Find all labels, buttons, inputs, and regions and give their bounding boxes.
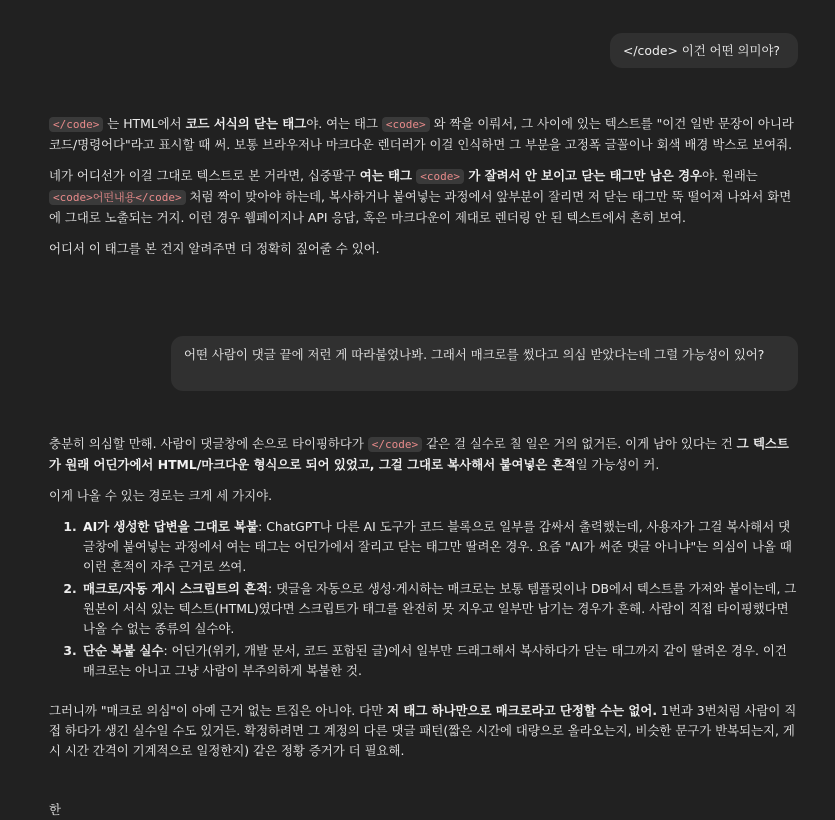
assistant-2-intro-2	[49, 486, 799, 506]
user-message-2-text: 어떤 사람이 댓글 끝에 저런 게 따라붙었나봐. 그래서 매크로를 썼다고 의심 받았다는데 그럴 가능성이 있어?	[184, 347, 765, 362]
bold-text: 코드 서식의 닫는 태그	[185, 116, 307, 131]
text-run: 네가 어디선가 이걸 그대로 텍스트로 본 거라면, 십중팔구	[49, 168, 360, 183]
text-run: : 어딘가(위키, 개발 문서, 코드 포함된 글)에서 일부만 드래그해서 복사하다가 닫는 태그까지 같이 딸려온 경우. 이건 매크로는 아니고 그냥 사람이 부주의하게 복붙한 것.	[83, 643, 787, 678]
text-run: 야. 원래는	[702, 168, 758, 183]
assistant-message-1	[49, 114, 799, 270]
text-run: 처럼 짝이 맞아야 하는데, 복사하거나 붙여넣는 과정에서 앞부분이 잘리면 저 닫는 태그만 뚝 떨어져 나와서 화면에 그대로 노출되는 거지. 이런 경우 웹페이지나 API 응답, 혹은 마크다운이 제대로 렌더링 안 된 텍스트에서 흔히 보여.	[49, 189, 792, 225]
inline-code: </code>	[49, 117, 103, 132]
assistant-2-conclusion	[49, 701, 799, 761]
inline-code: <code>	[416, 169, 464, 184]
text-run: 는 HTML에서	[103, 116, 186, 131]
list-item-1	[81, 517, 799, 577]
text-run: : ChatGPT나 다른 AI 도구가 코드 블록으로 일부를 감싸서 출력했는데, 사용자가 그걸 복사해서 댓글창에 붙여넣는 과정에서 여는 태그는 어딘가에서 잘리고 닫는 태그만 딸려온 경우. 요즘 "AI가 써준 댓글 아니냐"는 의심이 나올 때 이런 흔적이 자주 근거로 쓰여.	[83, 519, 792, 574]
bold-text: 그 텍스트가 원래 어딘가에서 HTML/마크다운 형식으로 되어 있었고, 그걸 그대로 복사해서 붙여넣은 흔적	[49, 436, 789, 472]
next-message-fragment: 한	[49, 802, 61, 817]
inline-code: </code>	[368, 437, 422, 452]
bold-text: 저 태그 하나만으로 매크로라고 단정할 수는 없어.	[387, 703, 658, 718]
text-run: 어디서 이 태그를 본 건지 알려주면 더 정확히 짚어줄 수 있어.	[49, 241, 380, 256]
bold-text: 매크로/자동 게시 스크립트의 흔적	[83, 581, 269, 596]
text-run: 그러니까 "매크로 의심"이 아예 근거 없는 트집은 아니야. 다만	[49, 703, 388, 718]
user-message-1	[610, 33, 798, 68]
assistant-message-2	[49, 434, 799, 772]
bold-text: 가 잘려서 안 보이고 닫는 태그만 남은 경우	[464, 168, 703, 183]
text-run: 1번과 3번처럼 사람이 직접 하다가 생긴 실수일 수도 있거든. 확정하려면 그 계정의 다른 댓글 패턴(짧은 시간에 대량으로 올라오는지, 비슷한 문구가 반복되는지, 게시 시간 간격이 기계적으로 일정한지) 같은 정황 증거가 더 필요해.	[49, 703, 797, 758]
text-run: 야. 여는 태그	[306, 116, 382, 131]
user-message-2	[171, 336, 798, 391]
assistant-1-paragraph-1	[49, 114, 799, 155]
text-run: 일 가능성이 커.	[575, 457, 660, 472]
text-run: 충분히 의심할 만해. 사람이 댓글창에 손으로 타이핑하다가	[49, 436, 368, 451]
assistant-2-intro-1	[49, 434, 799, 475]
bold-text: 단순 복붙 실수	[83, 643, 164, 658]
inline-code: <code>	[382, 117, 430, 132]
text-run: : 댓글을 자동으로 생성·게시하는 매크로는 보통 템플릿이나 DB에서 텍스트를 가져와 붙이는데, 그 원본이 서식 있는 텍스트(HTML)였다면 스크립트가 태그를 완전히 못 지우고 일부만 남기는 경우가 흔해. 사람이 직접 타이핑했다면 나올 수 없는 종류의 실수야.	[83, 581, 797, 636]
list-item-3	[81, 641, 799, 681]
user-message-1-text: </code> 이건 어떤 의미야?	[623, 43, 780, 58]
text-run: 와 짝을 이뤄서, 그 사이에 있는 텍스트를 "이건 일반 문장이 아니라 코드/명령어다"라고 표시할 때 써. 보통 브라우저나 마크다운 렌더러가 이걸 인식하면 그 부분을 고정폭 글꼴이나 회색 배경 박스로 보여줘.	[49, 116, 794, 152]
assistant-1-paragraph-2	[49, 166, 799, 228]
bold-text: 여는 태그	[359, 168, 417, 183]
text-run: 이게 나올 수 있는 경로는 크게 세 가지야.	[49, 488, 273, 503]
assistant-1-paragraph-3	[49, 239, 799, 259]
list-item-2	[81, 579, 799, 639]
text-run: 같은 걸 실수로 칠 일은 거의 없거든. 이게 남아 있다는 건	[422, 436, 737, 451]
assistant-2-reason-list	[49, 517, 799, 681]
inline-code: <code>어떤내용</code>	[49, 190, 186, 205]
bold-text: AI가 생성한 답변을 그대로 복붙	[83, 519, 259, 534]
